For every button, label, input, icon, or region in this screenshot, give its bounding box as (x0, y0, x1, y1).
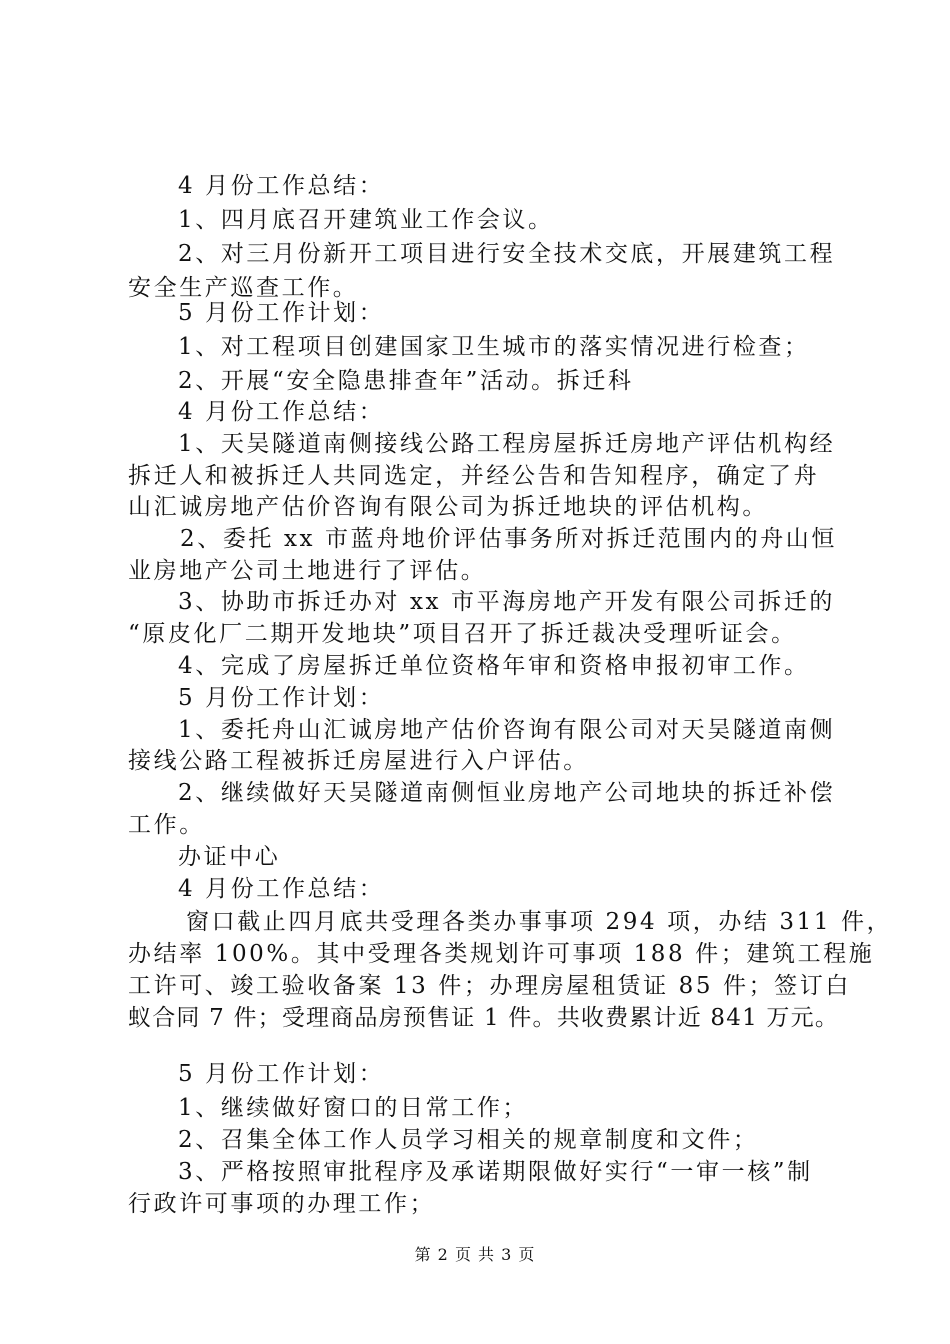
text-line: 1、天吴隧道南侧接线公路工程房屋拆迁房地产评估机构经 (178, 431, 836, 457)
text-line: 业房地产公司土地进行了评估。 (128, 558, 487, 584)
text-line: 1、四月底召开建筑业工作会议。 (178, 207, 554, 233)
text-line: 2、开展“安全隐患排查年”活动。拆迁科 (178, 368, 634, 394)
text-line: 1、委托舟山汇诚房地产估价咨询有限公司对天吴隧道南侧 (178, 717, 836, 743)
text-line: 山汇诚房地产估价咨询有限公司为拆迁地块的评估机构。 (128, 494, 768, 520)
text-line: 5 月份工作计划： (178, 685, 385, 711)
text-line: 工许可、竣工验收备案 13 件；办理房屋租赁证 85 件；签订白 (128, 973, 851, 999)
text-line: 工作。 (128, 812, 205, 838)
text-line: 行政许可事项的办理工作； (128, 1191, 436, 1217)
text-line: 安全生产巡查工作。 (128, 275, 359, 301)
text-line: 4、完成了房屋拆迁单位资格年审和资格申报初审工作。 (178, 653, 810, 679)
text-line: 办结率 100%。其中受理各类规划许可事项 188 件；建筑工程施 (128, 941, 875, 967)
text-line: 4 月份工作总结： (178, 173, 385, 199)
text-line: 4 月份工作总结： (178, 876, 385, 902)
text-line: 蚁合同 7 件；受理商品房预售证 1 件。共收费累计近 841 万元。 (128, 1005, 840, 1031)
text-line: 2、继续做好天吴隧道南侧恒业房地产公司地块的拆迁补偿 (178, 780, 836, 806)
text-line: 窗口截止四月底共受理各类办事事项 294 项，办结 311 件， (186, 909, 893, 935)
text-line: 3、协助市拆迁办对 xx 市平海房地产开发有限公司拆迁的 (178, 589, 835, 615)
text-line: 3、严格按照审批程序及承诺期限做好实行“一审一核”制 (178, 1159, 813, 1185)
page-number-footer: 第 2 页 共 3 页 (414, 1245, 536, 1264)
text-line: 5 月份工作计划： (178, 1061, 385, 1087)
text-line: 2、对三月份新开工项目进行安全技术交底，开展建筑工程 (178, 241, 836, 267)
text-line: “原皮化厂二期开发地块”项目召开了拆迁裁决受理听证会。 (128, 621, 797, 647)
text-line: 拆迁人和被拆迁人共同选定，并经公告和告知程序，确定了舟 (128, 463, 820, 489)
text-line: 2、委托 xx 市蓝舟地价评估事务所对拆迁范围内的舟山恒 (180, 526, 837, 552)
text-line: 1、继续做好窗口的日常工作； (178, 1095, 529, 1121)
text-line: 接线公路工程被拆迁房屋进行入户评估。 (128, 748, 589, 774)
text-line: 1、对工程项目创建国家卫生城市的落实情况进行检查； (178, 334, 810, 360)
text-line: 5 月份工作计划： (178, 300, 385, 326)
section-heading: 办证中心 (178, 844, 281, 870)
text-line: 2、召集全体工作人员学习相关的规章制度和文件； (178, 1127, 759, 1153)
text-line: 4 月份工作总结： (178, 399, 385, 425)
